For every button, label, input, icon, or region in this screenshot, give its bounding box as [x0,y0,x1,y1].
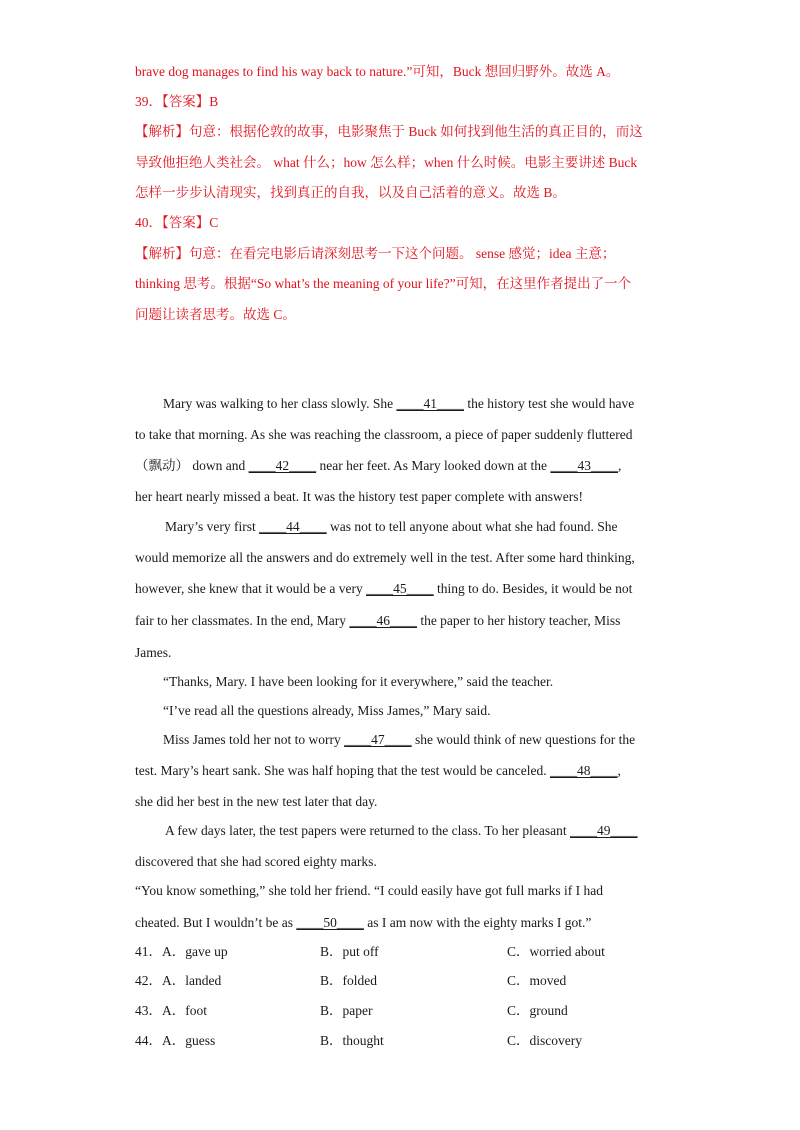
blank-44: ____44____ [259,519,327,534]
passage-line: Mary’s very first ____44____ was not to tell anyone about what she had found. She [165,519,618,534]
explanation-line: 导致他拒绝人类社会。 what 什么；how 怎么样；when 什么时候。电影主要讲述 Buck [135,155,638,170]
blank-46: ____46____ [349,613,417,628]
option-a: 43．A．foot [135,1003,207,1018]
passage-line: discovered that she had scored eighty marks. [135,854,377,869]
answer-40-label: 40．【答案】C [135,215,219,230]
passage-line: Mary was walking to her class slowly. She ____41____ the history test she would have [163,396,635,411]
passage-line: would memorize all the answers and do extremely well in the test. After some hard thinking, [135,550,635,565]
passage-line: fair to her classmates. In the end, Mary ____46____ the paper to her history teacher, Miss [135,613,621,628]
passage-line: her heart nearly missed a beat. It was the history test paper complete with answers! [135,489,583,504]
answer-line: brave dog manages to find his way back to nature.”可知，Buck 想回归野外。故选 A。 [135,64,620,79]
passage-line: to take that morning. As she was reaching the classroom, a piece of paper suddenly fluttered [135,427,633,442]
option-c: C．discovery [507,1033,582,1048]
passage-line: test. Mary’s heart sank. She was half hoping that the test would be canceled. ____48____, [135,763,621,778]
blank-48: ____48____ [550,763,618,778]
option-a: 41．A．gave up [135,944,228,959]
explanation-line: thinking 思考。根据“So what’s the meaning of your life?”可知，在这里作者提出了一个 [135,276,632,291]
answer-39-label: 39．【答案】B [135,94,219,109]
explanation-line: 问题让读者思考。故选 C。 [135,307,296,322]
blank-43: ____43____ [550,458,618,473]
blank-50: ____50____ [296,915,364,930]
passage-line: “You know something,” she told her friend. “I could easily have got full marks if I had [135,883,604,898]
option-c: C．ground [507,1003,568,1018]
option-a: 44．A．guess [135,1033,216,1048]
passage-line: A few days later, the test papers were returned to the class. To her pleasant ____49____ [165,823,638,838]
explanation-line: 【解析】句意：根据伦敦的故事，电影聚焦于 Buck 如何找到他生活的真正目的，而这 [135,124,643,139]
passage-line: “I’ve read all the questions already, Miss James,” Mary said. [163,703,491,718]
passage-line: however, she knew that it would be a very ____45____ thing to do. Besides, it would be not [135,581,633,596]
explanation-line: 怎样一步步认清现实，找到真正的自我，以及自己活着的意义。故选 B。 [135,185,566,200]
option-b: B．folded [320,973,377,988]
blank-41: ____41____ [396,396,464,411]
passage-line: （飘动） down and ____42____ near her feet. As Mary looked down at the ____43____, [135,458,622,473]
option-a: 42．A．landed [135,973,222,988]
passage-line: “Thanks, Mary. I have been looking for it everywhere,” said the teacher. [163,674,554,689]
blank-42: ____42____ [248,458,317,473]
option-c: C．moved [507,973,567,988]
passage-line: James. [135,645,172,660]
passage-line: Miss James told her not to worry ____47____ she would think of new questions for the [163,732,636,747]
blank-45: ____45____ [366,581,434,596]
passage-line: she did her best in the new test later that day. [135,794,378,809]
blank-47: ____47____ [344,732,412,747]
option-b: B．thought [320,1033,384,1048]
passage-line: cheated. But I wouldn’t be as ____50____ as I am now with the eighty marks I got.” [135,915,592,930]
option-b: B．paper [320,1003,373,1018]
blank-49: ____49____ [570,823,638,838]
option-b: B．put off [320,944,379,959]
option-c: C．worried about [507,944,605,959]
explanation-line: 【解析】句意：在看完电影后请深刻思考一下这个问题。 sense 感觉；idea 主意； [135,246,616,261]
